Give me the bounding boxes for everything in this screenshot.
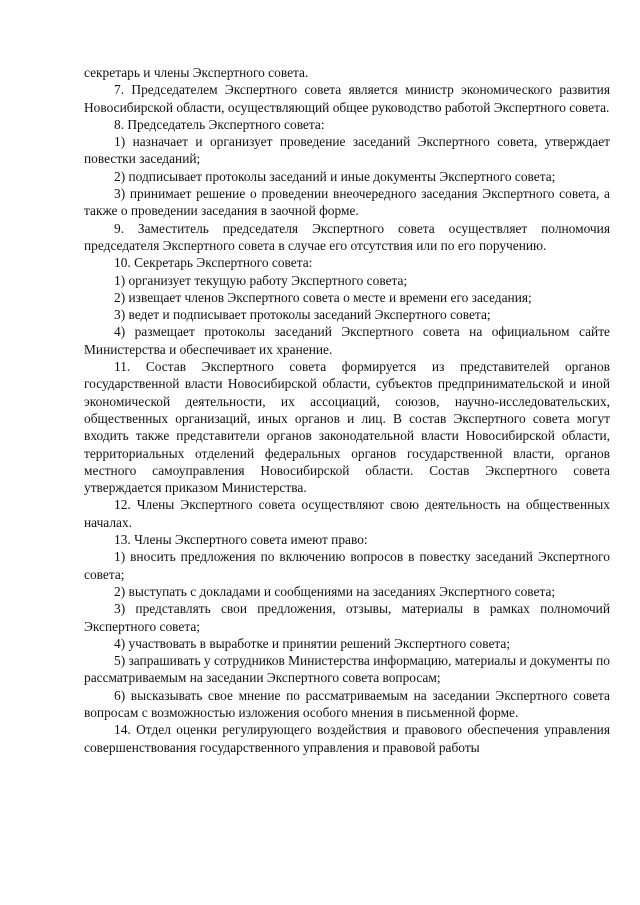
- paragraph-item-8-2: 2) подписывает протоколы заседаний и иные документы Экспертного совета;: [114, 168, 556, 184]
- paragraph-item-10-1: 1) организует текущую работу Экспертного совета;: [114, 272, 408, 288]
- paragraph-item-13-6: 6) высказывать свое мнение по рассматриваемым на заседании Экспертного совета вопросам с возможностью изложения особого мнения в письменной форме.: [84, 687, 610, 720]
- paragraph-continuation: секретарь и члены Экспертного совета.: [84, 65, 309, 80]
- paragraph-item-10-2: 2) извещает членов Экспертного совета о месте и времени его заседания;: [114, 289, 532, 305]
- paragraph-item-8-3: 3) принимает решение о проведении внеочередного заседания Экспертного совета, а также о проведении заседания в заочной форме.: [84, 186, 610, 219]
- paragraph-item-11: 11. Состав Экспертного совета формируется из представителей органов государственной власти Новосибирской области, субъектов предпринимательской и иной экономической деятельности, их ассоциаций, союзов, научно-исследовательских, общественных организаций, иных органов и лиц. В состав Экспертного совета могут входить также представители органов законодательной власти Новосибирской области, территориальных отделений федеральных органов государственной власти, органов местного самоуправления Новосибирской области. Состав Экспертного совета утверждается приказом Министерства.: [84, 359, 610, 496]
- paragraph-item-10-4: 4) размещает протоколы заседаний Экспертного совета на официальном сайте Министерства и обеспечивает их хранение.: [84, 324, 610, 357]
- paragraph-item-13-5: 5) запрашивать у сотрудников Министерства информацию, материалы и документы по рассматриваемым на заседании Экспертного совета вопросам;: [84, 653, 610, 686]
- paragraph-item-13-2: 2) выступать с докладами и сообщениями на заседаниях Экспертного совета;: [114, 583, 556, 599]
- document-page: [84, 64, 610, 756]
- paragraph-item-10-3: 3) ведет и подписывает протоколы заседаний Экспертного совета;: [114, 307, 491, 323]
- paragraph-item-7: 7. Председателем Экспертного совета является министр экономического развития Новосибирской области, осуществляющий общее руководство работой Экспертного совета.: [84, 82, 610, 115]
- paragraph-item-9: 9. Заместитель председателя Экспертного совета осуществляет полномочия председателя Экспертного совета в случае его отсутствия или по его поручению.: [84, 220, 610, 253]
- paragraph-item-12: 12. Члены Экспертного совета осуществляют свою деятельность на общественных началах.: [84, 497, 610, 530]
- paragraph-item-13-1: 1) вносить предложения по включению вопросов в повестку заседаний Экспертного совета;: [84, 549, 610, 582]
- paragraph-item-8: 8. Председатель Экспертного совета:: [114, 116, 325, 132]
- paragraph-item-13: 13. Члены Экспертного совета имеют право:: [114, 532, 368, 548]
- paragraph-item-10: 10. Секретарь Экспертного совета:: [114, 255, 313, 271]
- paragraph-item-13-3: 3) представлять свои предложения, отзывы, материалы в рамках полномочий Экспертного совета;: [84, 601, 610, 634]
- paragraph-item-13-4: 4) участвовать в выработке и принятии решений Экспертного совета;: [114, 635, 511, 651]
- paragraph-item-8-1: 1) назначает и организует проведение заседаний Экспертного совета, утверждает повестки заседаний;: [84, 134, 610, 167]
- paragraph-item-14: 14. Отдел оценки регулирующего воздействия и правового обеспечения управления совершенствования государственного управления и правовой работы: [84, 722, 610, 755]
